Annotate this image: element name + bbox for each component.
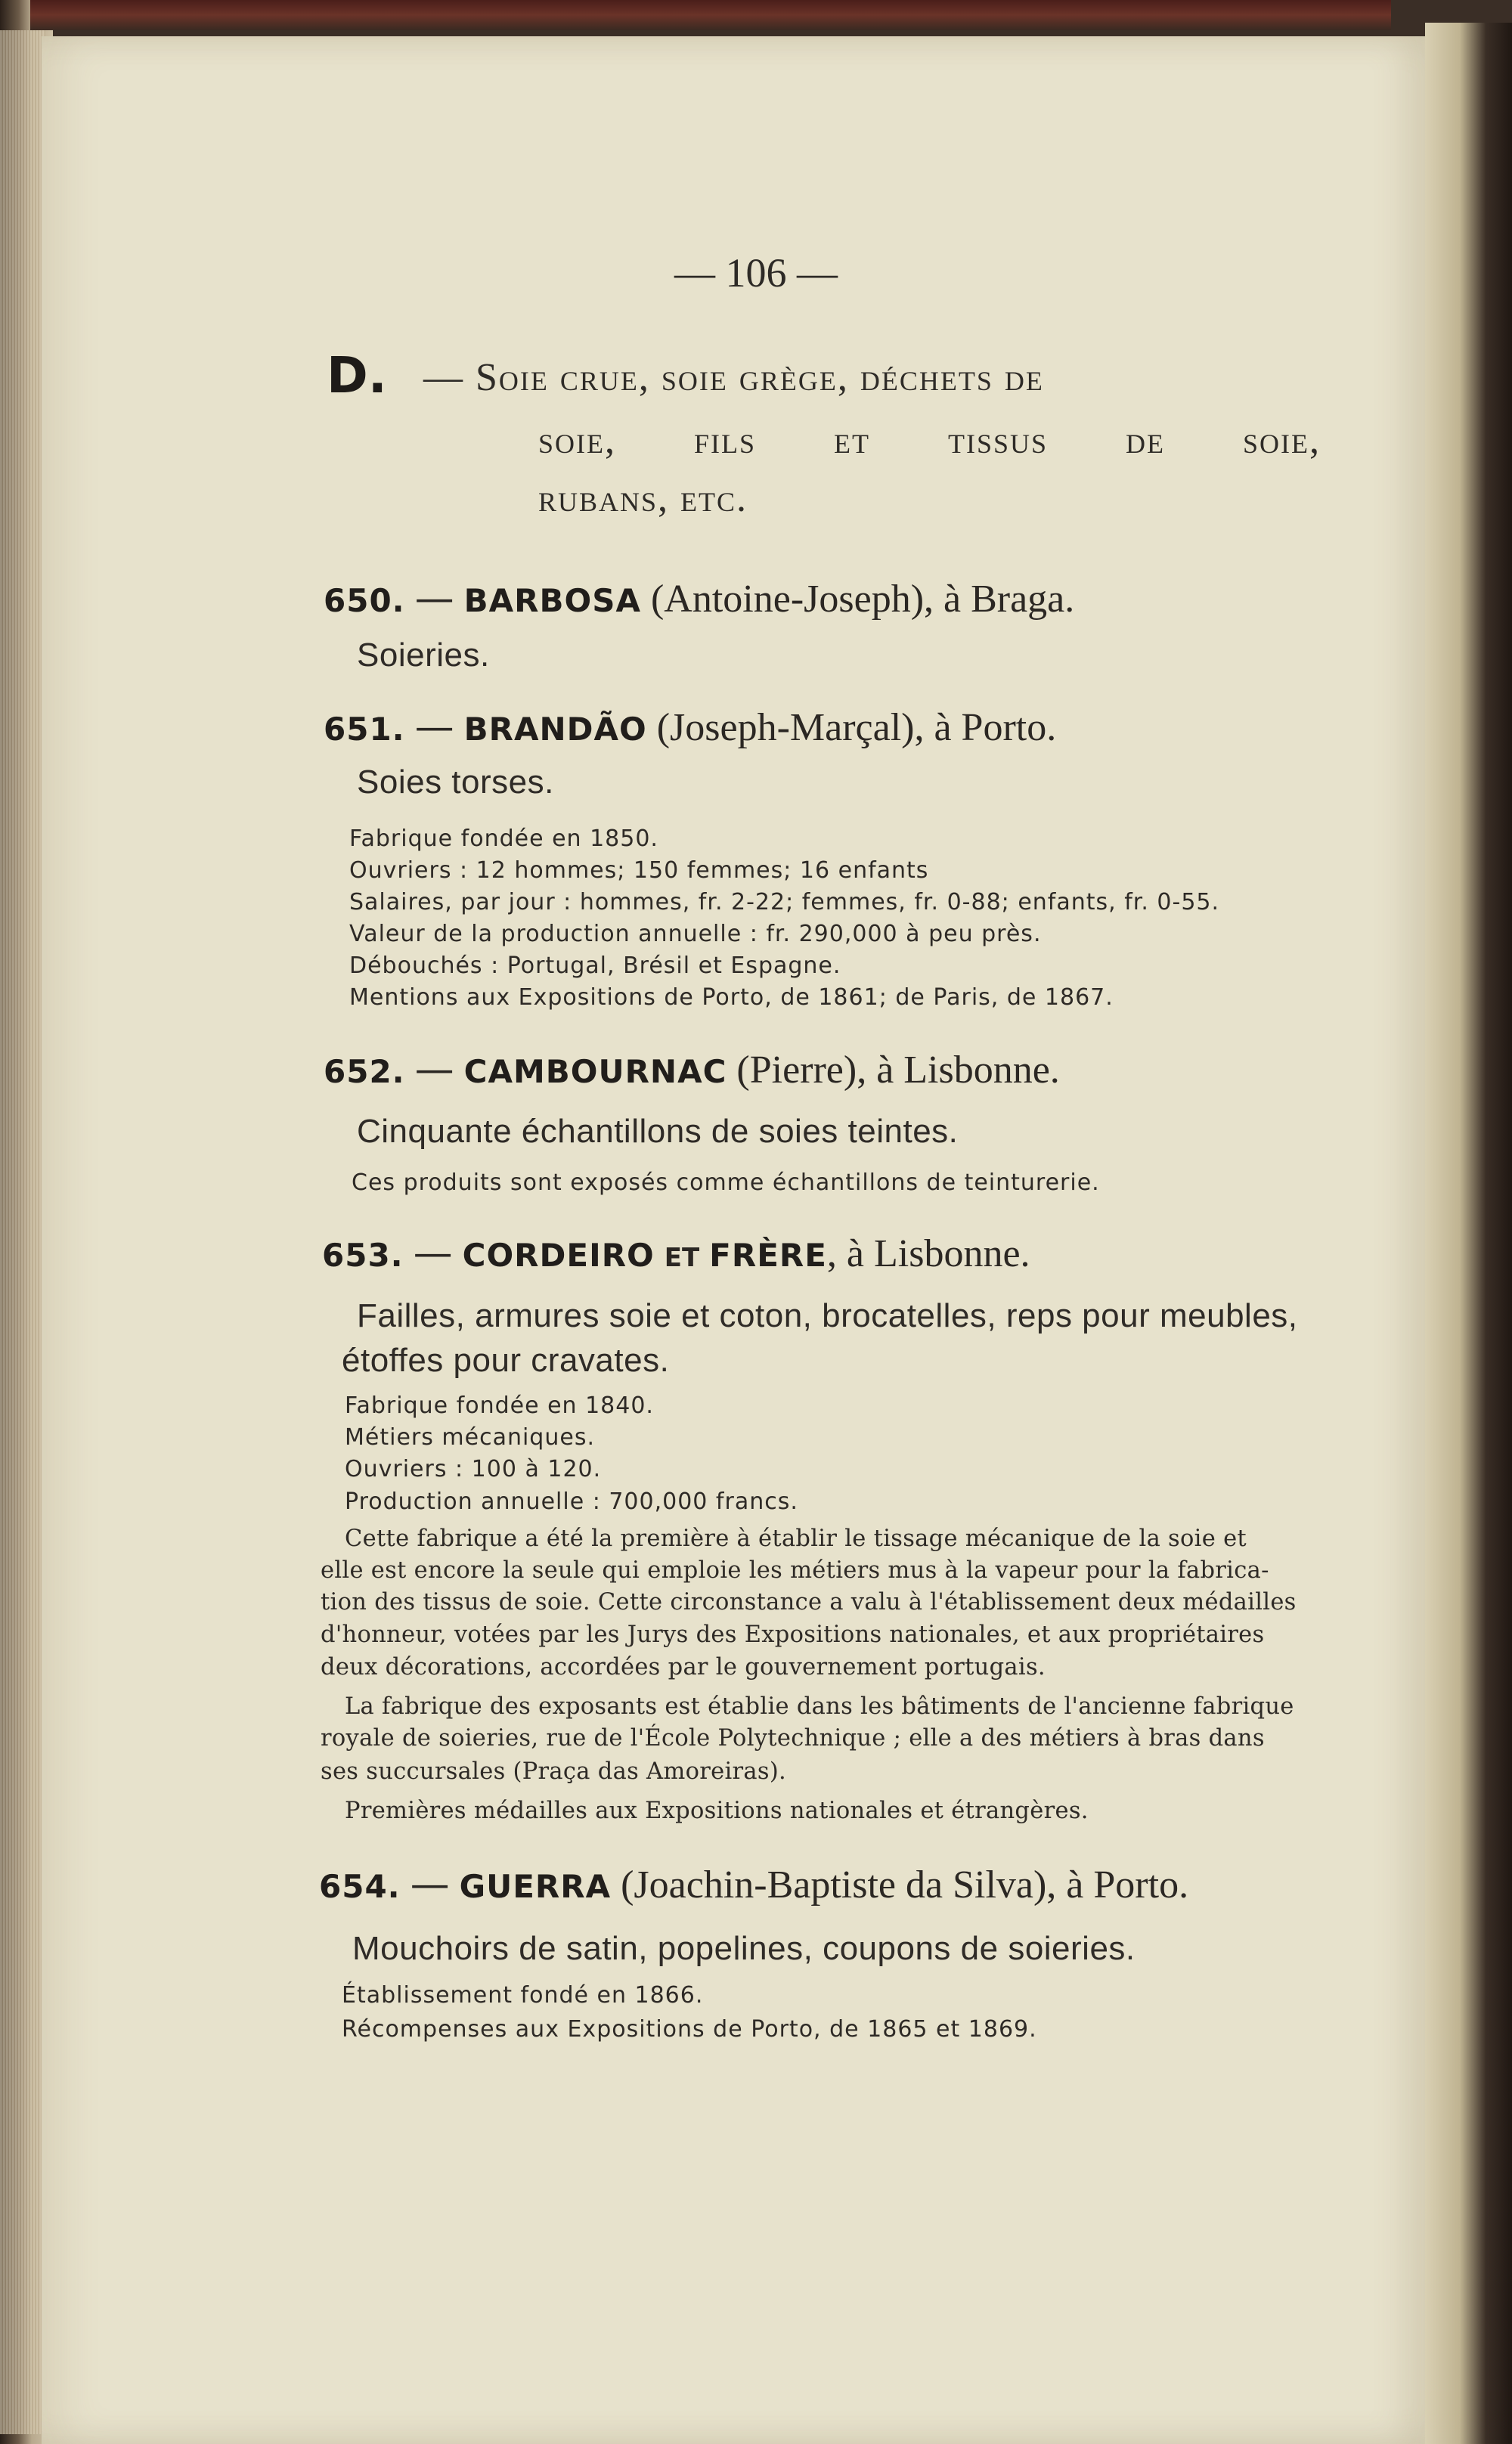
section-word: tissus bbox=[947, 419, 1049, 462]
section-title-text: rubans, etc. bbox=[538, 477, 748, 520]
book-top-edge bbox=[30, 0, 1391, 30]
entry-product: Mouchoirs de satin, popelines, coupons de soieries. bbox=[352, 1930, 1136, 1967]
entry-note: Salaires, par jour : hommes, fr. 2-22; femmes, fr. 0-88; enfants, fr. 0-55. bbox=[349, 889, 1220, 915]
section-word: et bbox=[834, 419, 870, 462]
entry-number: 652. bbox=[324, 1053, 405, 1090]
entry-paragraph-line: deux décorations, accordées par le gouvernement portugais. bbox=[321, 1654, 1046, 1680]
entry-dash: — bbox=[410, 1862, 450, 1907]
entry-paragraph-line: royale de soieries, rue de l'École Polytechnique ; elle a des métiers à bras dans bbox=[321, 1725, 1265, 1752]
entry-paragraph-line: elle est encore la seule qui emploie les métiers mus à la vapeur pour la fabrica- bbox=[321, 1557, 1269, 1584]
entry-number: 654. bbox=[319, 1868, 401, 1905]
entry-product: Cinquante échantillons de soies teintes. bbox=[357, 1113, 959, 1150]
section-title-line-2 bbox=[538, 418, 1321, 463]
exhibitor-name: CAMBOURNAC bbox=[463, 1053, 727, 1090]
entry-product-line: Failles, armures soie et coton, brocatelles, reps pour meubles, bbox=[357, 1297, 1298, 1334]
entry-heading-653 bbox=[322, 1231, 1030, 1276]
entry-number: 651. bbox=[324, 711, 405, 748]
entry-note: Métiers mécaniques. bbox=[345, 1424, 595, 1451]
entry-note: Fabrique fondée en 1840. bbox=[345, 1392, 654, 1419]
entry-note: Production annuelle : 700,000 francs. bbox=[345, 1488, 798, 1515]
entry-heading-654 bbox=[319, 1862, 1188, 1907]
exhibitor-name: BRANDÃO bbox=[463, 711, 647, 748]
entry-note: Récompenses aux Expositions de Porto, de 1865 et 1869. bbox=[342, 2016, 1037, 2043]
entry-product: Soies torses. bbox=[357, 764, 554, 801]
entry-paragraph-line: La fabrique des exposants est établie dans les bâtiments de l'ancienne fabrique bbox=[345, 1693, 1294, 1720]
entry-dash: — bbox=[414, 705, 454, 750]
entry-note: Fabrique fondée en 1850. bbox=[349, 826, 658, 852]
section-word: fils bbox=[693, 419, 757, 462]
exhibitor-name: BARBOSA bbox=[463, 582, 641, 619]
entry-note: Ouvriers : 100 à 120. bbox=[345, 1456, 602, 1482]
entry-product: Soieries. bbox=[357, 637, 490, 674]
entry-paragraph-line: Cette fabrique a été la première à établir le tissage mécanique de la soie et bbox=[345, 1526, 1247, 1552]
entry-note: Débouchés : Portugal, Brésil et Espagne. bbox=[349, 953, 841, 979]
entry-paragraph-line: ses succursales (Praça das Amoreiras). bbox=[321, 1758, 787, 1785]
section-word: de bbox=[1126, 419, 1165, 462]
section-word: soie, bbox=[538, 419, 616, 462]
entry-paragraph-line: tion des tissus de soie. Cette circonstance a valu à l'établissement deux médailles bbox=[321, 1589, 1297, 1615]
exhibitor-name: GUERRA bbox=[459, 1868, 612, 1905]
entry-note: Mentions aux Expositions de Porto, de 1861; de Paris, de 1867. bbox=[349, 984, 1114, 1011]
page-edges bbox=[0, 30, 45, 2434]
entry-note: Établissement fondé en 1866. bbox=[342, 1982, 704, 2009]
exhibitor-details: , à Lisbonne. bbox=[826, 1232, 1030, 1275]
entry-number: 650. bbox=[324, 582, 405, 619]
entry-dash: — bbox=[414, 576, 454, 621]
entry-note: Valeur de la production annuelle : fr. 290,000 à peu près. bbox=[349, 921, 1042, 947]
entry-note: Ces produits sont exposés comme échantillons de teinturerie. bbox=[352, 1169, 1100, 1196]
exhibitor-details: (Antoine-Joseph), à Braga. bbox=[650, 578, 1075, 621]
section-title-line-1 bbox=[423, 355, 1044, 400]
entry-heading-652 bbox=[324, 1047, 1060, 1092]
page-number: — 106 — bbox=[674, 250, 838, 296]
exhibitor-conjunction: ET bbox=[664, 1243, 700, 1273]
exhibitor-details: (Joachin-Baptiste da Silva), à Porto. bbox=[621, 1863, 1189, 1907]
exhibitor-name: CORDEIRO bbox=[462, 1237, 655, 1274]
entry-paragraph-line: Premières médailles aux Expositions nationales et étrangères. bbox=[345, 1798, 1089, 1824]
entry-heading-651 bbox=[324, 705, 1056, 750]
exhibitor-details: (Pierre), à Lisbonne. bbox=[736, 1049, 1060, 1092]
section-letter: D. bbox=[327, 346, 387, 404]
entry-heading-650 bbox=[324, 576, 1074, 621]
entry-dash: — bbox=[414, 1047, 454, 1092]
section-word: soie, bbox=[1242, 419, 1321, 462]
entry-product-line: étoffes pour cravates. bbox=[342, 1342, 670, 1379]
entry-dash: — bbox=[413, 1231, 453, 1276]
entry-number: 653. bbox=[322, 1237, 404, 1274]
section-title-line-3 bbox=[538, 476, 748, 521]
exhibitor-name-2: FRÈRE bbox=[709, 1237, 827, 1274]
section-title-text: — Soie crue, soie grège, déchets de bbox=[423, 356, 1044, 399]
entry-note: Ouvriers : 12 hommes; 150 femmes; 16 enfants bbox=[349, 857, 929, 884]
entry-paragraph-line: d'honneur, votées par les Jurys des Expositions nationales, et aux propriétaires bbox=[321, 1622, 1265, 1648]
exhibitor-details: (Joseph-Marçal), à Porto. bbox=[656, 706, 1057, 749]
book-right-edge bbox=[1425, 23, 1512, 2444]
